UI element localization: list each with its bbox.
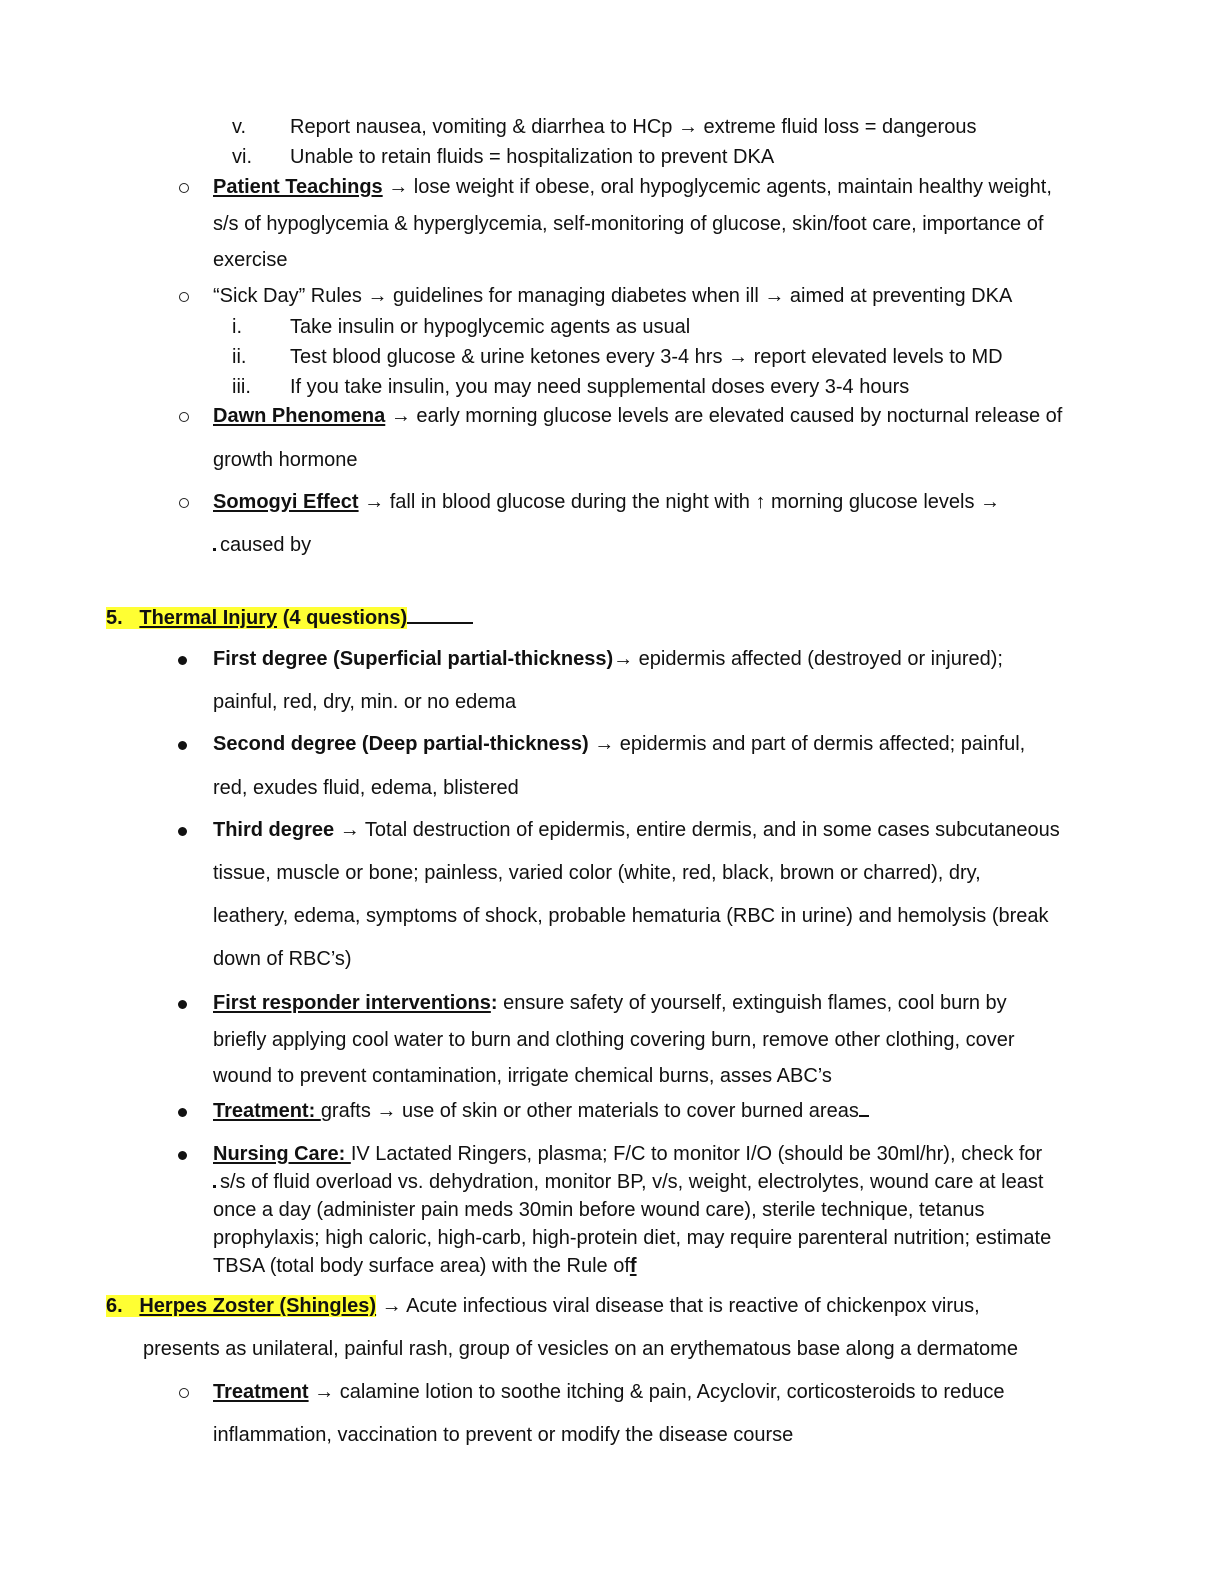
shingles-treatment-line-2: inflammation, vaccination to prevent or modify the disease course [213, 1424, 794, 1446]
sick-day-item-2: Test blood glucose & urine ketones every 3-4 hrs → report elevated levels to MD [290, 346, 1003, 368]
shingles-treatment-line-1: Treatment → calamine lotion to soothe itching & pain, Acyclovir, corticosteroids to reduce [213, 1381, 1005, 1403]
section-5-title: Thermal Injury [139, 607, 278, 629]
sick-day-rules-text: “Sick Day” Rules → guidelines for managing diabetes when ill → aimed at preventing DKA [213, 285, 1013, 307]
roman-numeral-i: i. [232, 316, 242, 338]
roman-numeral-vi: vi. [232, 146, 252, 168]
heading-rule [407, 621, 473, 624]
third-degree-line-1: Third degree → Total destruction of epidermis, entire dermis, and in some cases subcutaneous [213, 819, 1060, 841]
first-responder-line-3: wound to prevent contamination, irrigate chemical burns, asses ABC’s [213, 1065, 832, 1087]
mark-icon [213, 1185, 216, 1188]
report-nausea-text: Report nausea, vomiting & diarrhea to HCp → extreme fluid loss = dangerous [290, 116, 977, 138]
third-degree-term: Third degree [213, 819, 335, 841]
patient-teachings-line-2: s/s of hypoglycemia & hyperglycemia, self-monitoring of glucose, skin/foot care, importance of [213, 213, 1044, 235]
dawn-phenomena-line-1: Dawn Phenomena → early morning glucose levels are elevated caused by nocturnal release of [213, 405, 1063, 427]
patient-teachings-line-3: exercise [213, 249, 288, 271]
roman-numeral-iii: iii. [232, 376, 251, 398]
sick-day-item-1: Take insulin or hypoglycemic agents as usual [290, 316, 691, 338]
roman-numeral-v: v. [232, 116, 247, 138]
patient-teachings-line-1: Patient Teachings → lose weight if obese, oral hypoglycemic agents, maintain healthy weight, [213, 176, 1052, 198]
hollow-bullet-icon [179, 183, 189, 193]
first-degree-line-2: painful, red, dry, min. or no edema [213, 691, 517, 713]
somogyi-term: Somogyi Effect [213, 491, 359, 513]
nursing-care-line-3: once a day (administer pain meds 30min before wound care), sterile technique, tetanus [213, 1199, 985, 1221]
third-degree-line-4: down of RBC’s) [213, 948, 352, 970]
bullet-icon [178, 1108, 187, 1117]
sick-day-item-3: If you take insulin, you may need supplemental doses every 3-4 hours [290, 376, 910, 398]
bullet-icon [178, 656, 187, 665]
first-degree-line-1: First degree (Superficial partial-thickness)→ epidermis affected (destroyed or injured); [213, 648, 1003, 670]
roman-numeral-ii: ii. [232, 346, 247, 368]
nursing-care-line-1: Nursing Care: IV Lactated Ringers, plasma; F/C to monitor I/O (should be 30ml/hr), check for [213, 1143, 1043, 1165]
first-responder-line-1: First responder interventions: ensure safety of yourself, extinguish flames, cool burn by [213, 992, 1007, 1014]
bullet-icon [178, 741, 187, 750]
nursing-care-term: Nursing Care: [213, 1143, 351, 1165]
hollow-bullet-icon [179, 1388, 189, 1398]
section-6-number: 6. [106, 1295, 123, 1317]
somogyi-line-2: caused by [213, 534, 311, 557]
first-responder-term: First responder interventions [213, 992, 491, 1014]
second-degree-term: Second degree (Deep partial-thickness) [213, 733, 589, 755]
hollow-bullet-icon [179, 292, 189, 302]
hollow-bullet-icon [179, 498, 189, 508]
nursing-care-line-2: s/s of fluid overload vs. dehydration, monitor BP, v/s, weight, electrolytes, wound care at least [213, 1171, 1043, 1194]
bullet-icon [178, 1151, 187, 1160]
patient-teachings-term: Patient Teachings [213, 176, 383, 198]
bullet-icon [178, 1000, 187, 1009]
mark-icon [213, 548, 216, 551]
treatment-term: Treatment: [213, 1100, 321, 1122]
second-degree-line-1: Second degree (Deep partial-thickness) → epidermis and part of dermis affected; painful, [213, 733, 1026, 755]
nursing-care-line-4: prophylaxis; high caloric, high-carb, high-protein diet, may require parenteral nutrition; estimate [213, 1227, 1052, 1249]
first-responder-line-2: briefly applying cool water to burn and clothing covering burn, remove other clothing, cover [213, 1029, 1015, 1051]
second-degree-line-2: red, exudes fluid, edema, blistered [213, 777, 519, 799]
section-5-heading [106, 607, 473, 630]
treatment-line: Treatment: grafts → use of skin or other materials to cover burned areas [213, 1100, 869, 1123]
somogyi-line-1: Somogyi Effect → fall in blood glucose during the night with ↑ morning glucose levels → [213, 491, 1001, 513]
section-6-title: Herpes Zoster (Shingles) [139, 1295, 377, 1317]
third-degree-line-3: leathery, edema, symptoms of shock, probable hematuria (RBC in urine) and hemolysis (break [213, 905, 1049, 927]
dawn-phenomena-term: Dawn Phenomena [213, 405, 386, 427]
section-5-suffix: (4 questions) [277, 607, 408, 629]
section-6-description: presents as unilateral, painful rash, group of vesicles on an erythematous base along a dermatome [143, 1338, 1018, 1360]
hollow-bullet-icon [179, 412, 189, 422]
bullet-icon [178, 827, 187, 836]
section-5-number: 5. [106, 607, 123, 629]
dawn-phenomena-line-2: growth hormone [213, 449, 358, 471]
third-degree-line-2: tissue, muscle or bone; painless, varied color (white, red, black, brown or charred), dry, [213, 862, 981, 884]
first-degree-term: First degree (Superficial partial-thickness) [213, 648, 614, 670]
retain-fluids-text: Unable to retain fluids = hospitalization to prevent DKA [290, 146, 775, 168]
underline-mark [859, 1114, 869, 1117]
shingles-treatment-term: Treatment [213, 1381, 309, 1403]
section-6-heading: 6. Herpes Zoster (Shingles) → Acute infectious viral disease that is reactive of chickenpox virus, [106, 1295, 980, 1317]
nursing-care-line-5: TBSA (total body surface area) with the Rule off [213, 1255, 637, 1277]
